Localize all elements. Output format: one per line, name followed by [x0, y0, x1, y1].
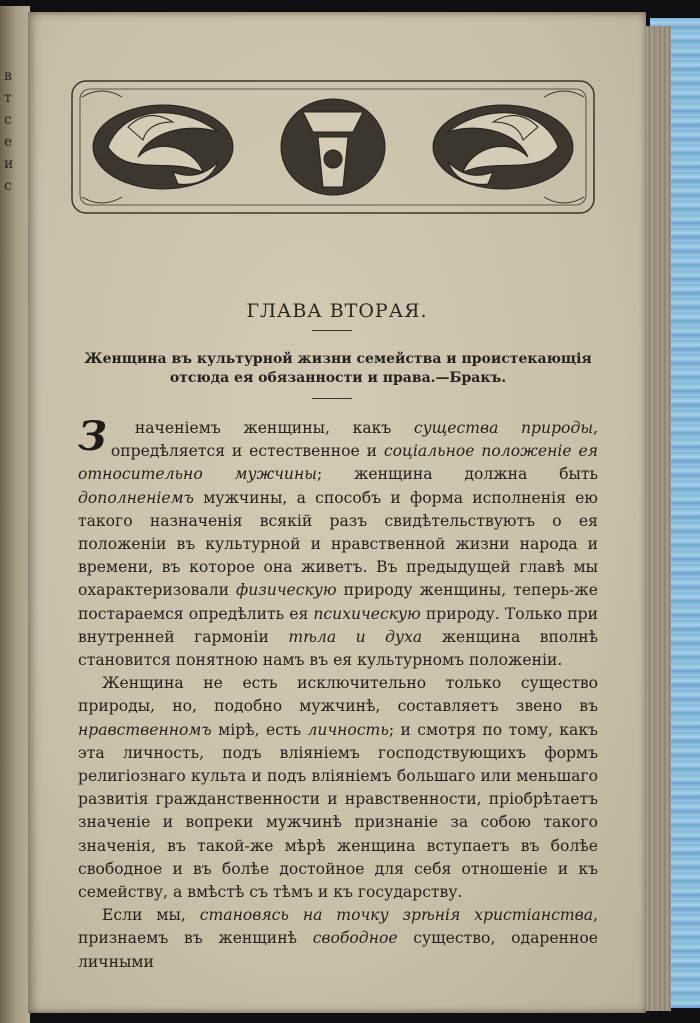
headpiece-ornament	[68, 77, 598, 217]
italic-phrase: существа природы	[413, 419, 594, 437]
edge-letter: с	[4, 178, 12, 194]
italic-phrase: физическую	[236, 581, 337, 600]
text-run: Если мы,	[102, 906, 200, 925]
italic-phrase: личность	[307, 720, 389, 739]
chapter-subtitle: Женщина въ культурной жизни семейства и проистекающія отсюда ея обязанности и права.—Бракъ.	[84, 351, 592, 386]
text-run: , признаемъ въ женщинѣ	[78, 906, 598, 948]
text-run: существо, одаренное личными	[78, 929, 598, 971]
text-run: ; женщина должна быть	[316, 465, 598, 484]
italic-phrase: становясь на точку зрѣнія христіанства	[199, 906, 594, 925]
edge-letter: с	[4, 112, 12, 128]
body-text	[78, 413, 599, 974]
paragraph	[78, 672, 598, 904]
title-divider	[312, 330, 352, 331]
edge-letter: т	[4, 90, 12, 106]
edge-letter: и	[4, 156, 14, 172]
italic-phrase: соціальное положеніе ея относительно мужчины	[78, 442, 598, 484]
text-run: мужчины, а способъ и форма исполненія ею такого назначенія всякій разъ свидѣтельствуютъ о ея положеніи въ культурной и нравственной жизни народа и времени, въ которое она живетъ. Въ предыдущей главѣ мы охарактеризовали	[78, 488, 598, 600]
previous-page-edge	[0, 6, 30, 1023]
subtitle-divider	[312, 398, 352, 399]
italic-phrase: нравственномъ	[78, 720, 212, 739]
italic-phrase: свободное	[312, 929, 398, 948]
edge-letter: в	[4, 68, 12, 84]
paragraph	[78, 904, 598, 974]
text-run: , опредѣляется и естественное и	[110, 419, 598, 461]
text-run: природу женщины, теперь-же постараемся опредѣлить ея	[78, 581, 598, 623]
book-page	[28, 12, 646, 1013]
text-run: Женщина не есть исключительно только существо природы, но, подобно мужчинѣ, составляетъ звено въ	[78, 674, 598, 716]
edge-letter: е	[4, 134, 13, 150]
italic-phrase: психическую	[313, 604, 421, 623]
text-run: мірѣ, есть	[211, 720, 308, 739]
text-run: наченіемъ женщины, какъ	[134, 419, 414, 437]
italic-phrase: дополненіемъ	[78, 488, 194, 507]
text-run: природу. Только при внутренней гармоніи	[78, 604, 598, 646]
chapter-title: ГЛАВА ВТОРАЯ.	[246, 300, 428, 322]
italic-phrase: тѣла и духа	[288, 627, 423, 646]
text-run: ; и смотря по тому, какъ эта личность, подъ вліяніемъ господствующихъ формъ религіознаго культа и подъ вліяніемъ большаго или меньшаго развитія гражданственности и нравственности, пріобрѣтаетъ значеніе и вопреки мужчинѣ признаніе за собою такого значенія, въ такой-же мѣрѣ женщина вступаетъ въ болѣе свободное и въ болѣе достойное для себя отношеніе и къ семейству, а вмѣстѣ съ тѣмъ и къ государству.	[78, 720, 598, 902]
drop-cap: З	[78, 413, 107, 460]
text-run: женщина вполнѣ становится понятною намъ въ ея культурномъ положеніи.	[78, 627, 599, 670]
paragraph	[78, 413, 599, 672]
